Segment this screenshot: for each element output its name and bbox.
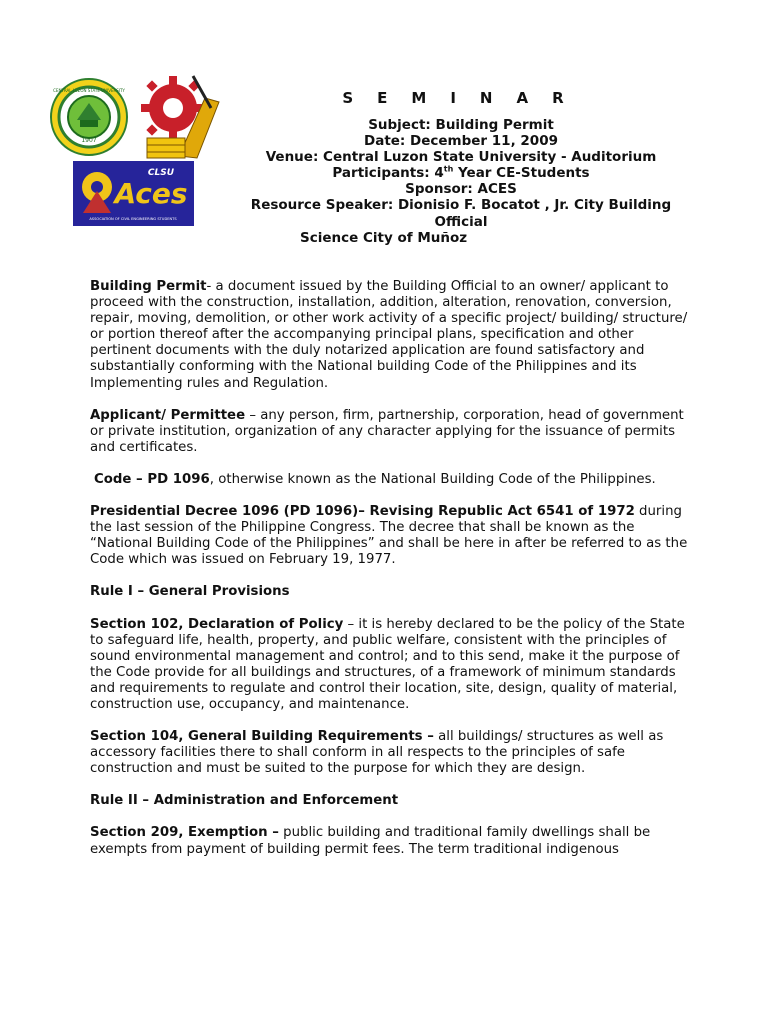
paragraph-code [90, 472, 690, 488]
text-section-104: all buildings/ structures as well as accessory facilities there to shall conform in all respects to the principles of safe construction and must be suited to the purpose for which they are design. [90, 729, 664, 777]
text-section-209: public building and traditional family dwellings shall be exempts from payment of building permit fees. The term traditional indigenous [90, 825, 651, 857]
sponsor-line: Sponsor: ACES [405, 181, 517, 198]
participants-sup: th [443, 164, 454, 174]
clsu-seal-text: CENTRAL LUZON STATE UNIVERSITY [53, 88, 125, 93]
text-applicant: – any person, firm, partnership, corporation, head of government or private institution, organization of any character applying for the issuance of permits and certificates. [90, 407, 684, 455]
participants-prefix: Participants: 4 [332, 165, 444, 182]
seminar-title: SEMINAR [342, 89, 588, 107]
aces-logo-name: Aces [114, 177, 188, 210]
clsu-seal-year: 1907 [81, 137, 97, 144]
speaker-line: Resource Speaker: Dionisio F. Bocatot , Jr. City Building Official [250, 197, 672, 230]
term-pd1096: Presidential Decree 1096 (PD 1096)– Revising Republic Act 6541 of 1972 [90, 504, 635, 520]
aces-logo-sub: ASSOCIATION OF CIVIL ENGINEERING STUDENTS [89, 217, 177, 221]
participants-line [226, 165, 696, 181]
text-code: , otherwise known as the National Building Code of the Philippines. [209, 471, 656, 487]
paragraph-building-permit [90, 279, 690, 392]
text-pd1096: during the last session of the Philippine Congress. The decree that shall be known as the “National Building Code of the Philippines” and shall be here in after be referred to as the Code which was issued on February 19, 1977. [90, 504, 688, 568]
heading-rule-1: Rule I – General Provisions [90, 584, 290, 600]
seminar-header [226, 89, 696, 246]
aces-logo [73, 161, 194, 226]
venue-line: Venue: Central Luzon State University - Auditorium [265, 149, 657, 166]
term-applicant: Applicant/ Permittee [90, 407, 246, 423]
subject-line: Subject: Building Permit [368, 117, 554, 133]
term-section-104: Section 104, General Building Requirements – [90, 729, 434, 745]
paragraph-pd1096 [90, 504, 690, 568]
term-section-209: Section 209, Exemption – [90, 825, 279, 841]
paragraph-section-209 [90, 825, 690, 857]
paragraph-section-102 [90, 617, 690, 714]
term-building-permit: Building Permit [90, 279, 207, 294]
aces-logo-top: CLSU [147, 168, 175, 178]
heading-rule-2: Rule II – Administration and Enforcement [90, 793, 399, 809]
engineering-gear-logo [135, 68, 225, 160]
term-section-102: Section 102, Declaration of Policy [90, 616, 344, 632]
clsu-seal-logo [50, 78, 128, 156]
paragraph-section-104 [90, 729, 690, 777]
term-code: Code – PD 1096 [94, 471, 210, 487]
paragraph-applicant [90, 408, 690, 456]
text-section-102: – it is hereby declared to be the policy of the State to safeguard life, health, property, and public welfare, consistent with the principles of sound environmental management and control; and to this send, make it the purpose of the Code provide for all buildings and structures, of a framework of minimum standards and requirements to regulate and control their location, site, design, quality of material, construction use, occupancy, and maintenance. [90, 616, 685, 712]
date-line: Date: December 11, 2009 [364, 133, 558, 150]
document-body [90, 279, 690, 874]
city-line: Science City of Muñoz [300, 229, 468, 246]
participants-suffix: Year CE-Students [453, 165, 590, 182]
text-building-permit: - a document issued by the Building Official to an owner/ applicant to proceed with the construction, installation, addition, alteration, renovation, conversion, repair, moving, demolition, or other work activity of a specific project/ building/ structure/ or portion thereof after the accompanying principal plans, specification and other pertinent documents with the duly notarized application are found satisfactory and substantially conforming with the National building Code of the Philippines and its Implementing rules and Regulation. [90, 279, 688, 391]
